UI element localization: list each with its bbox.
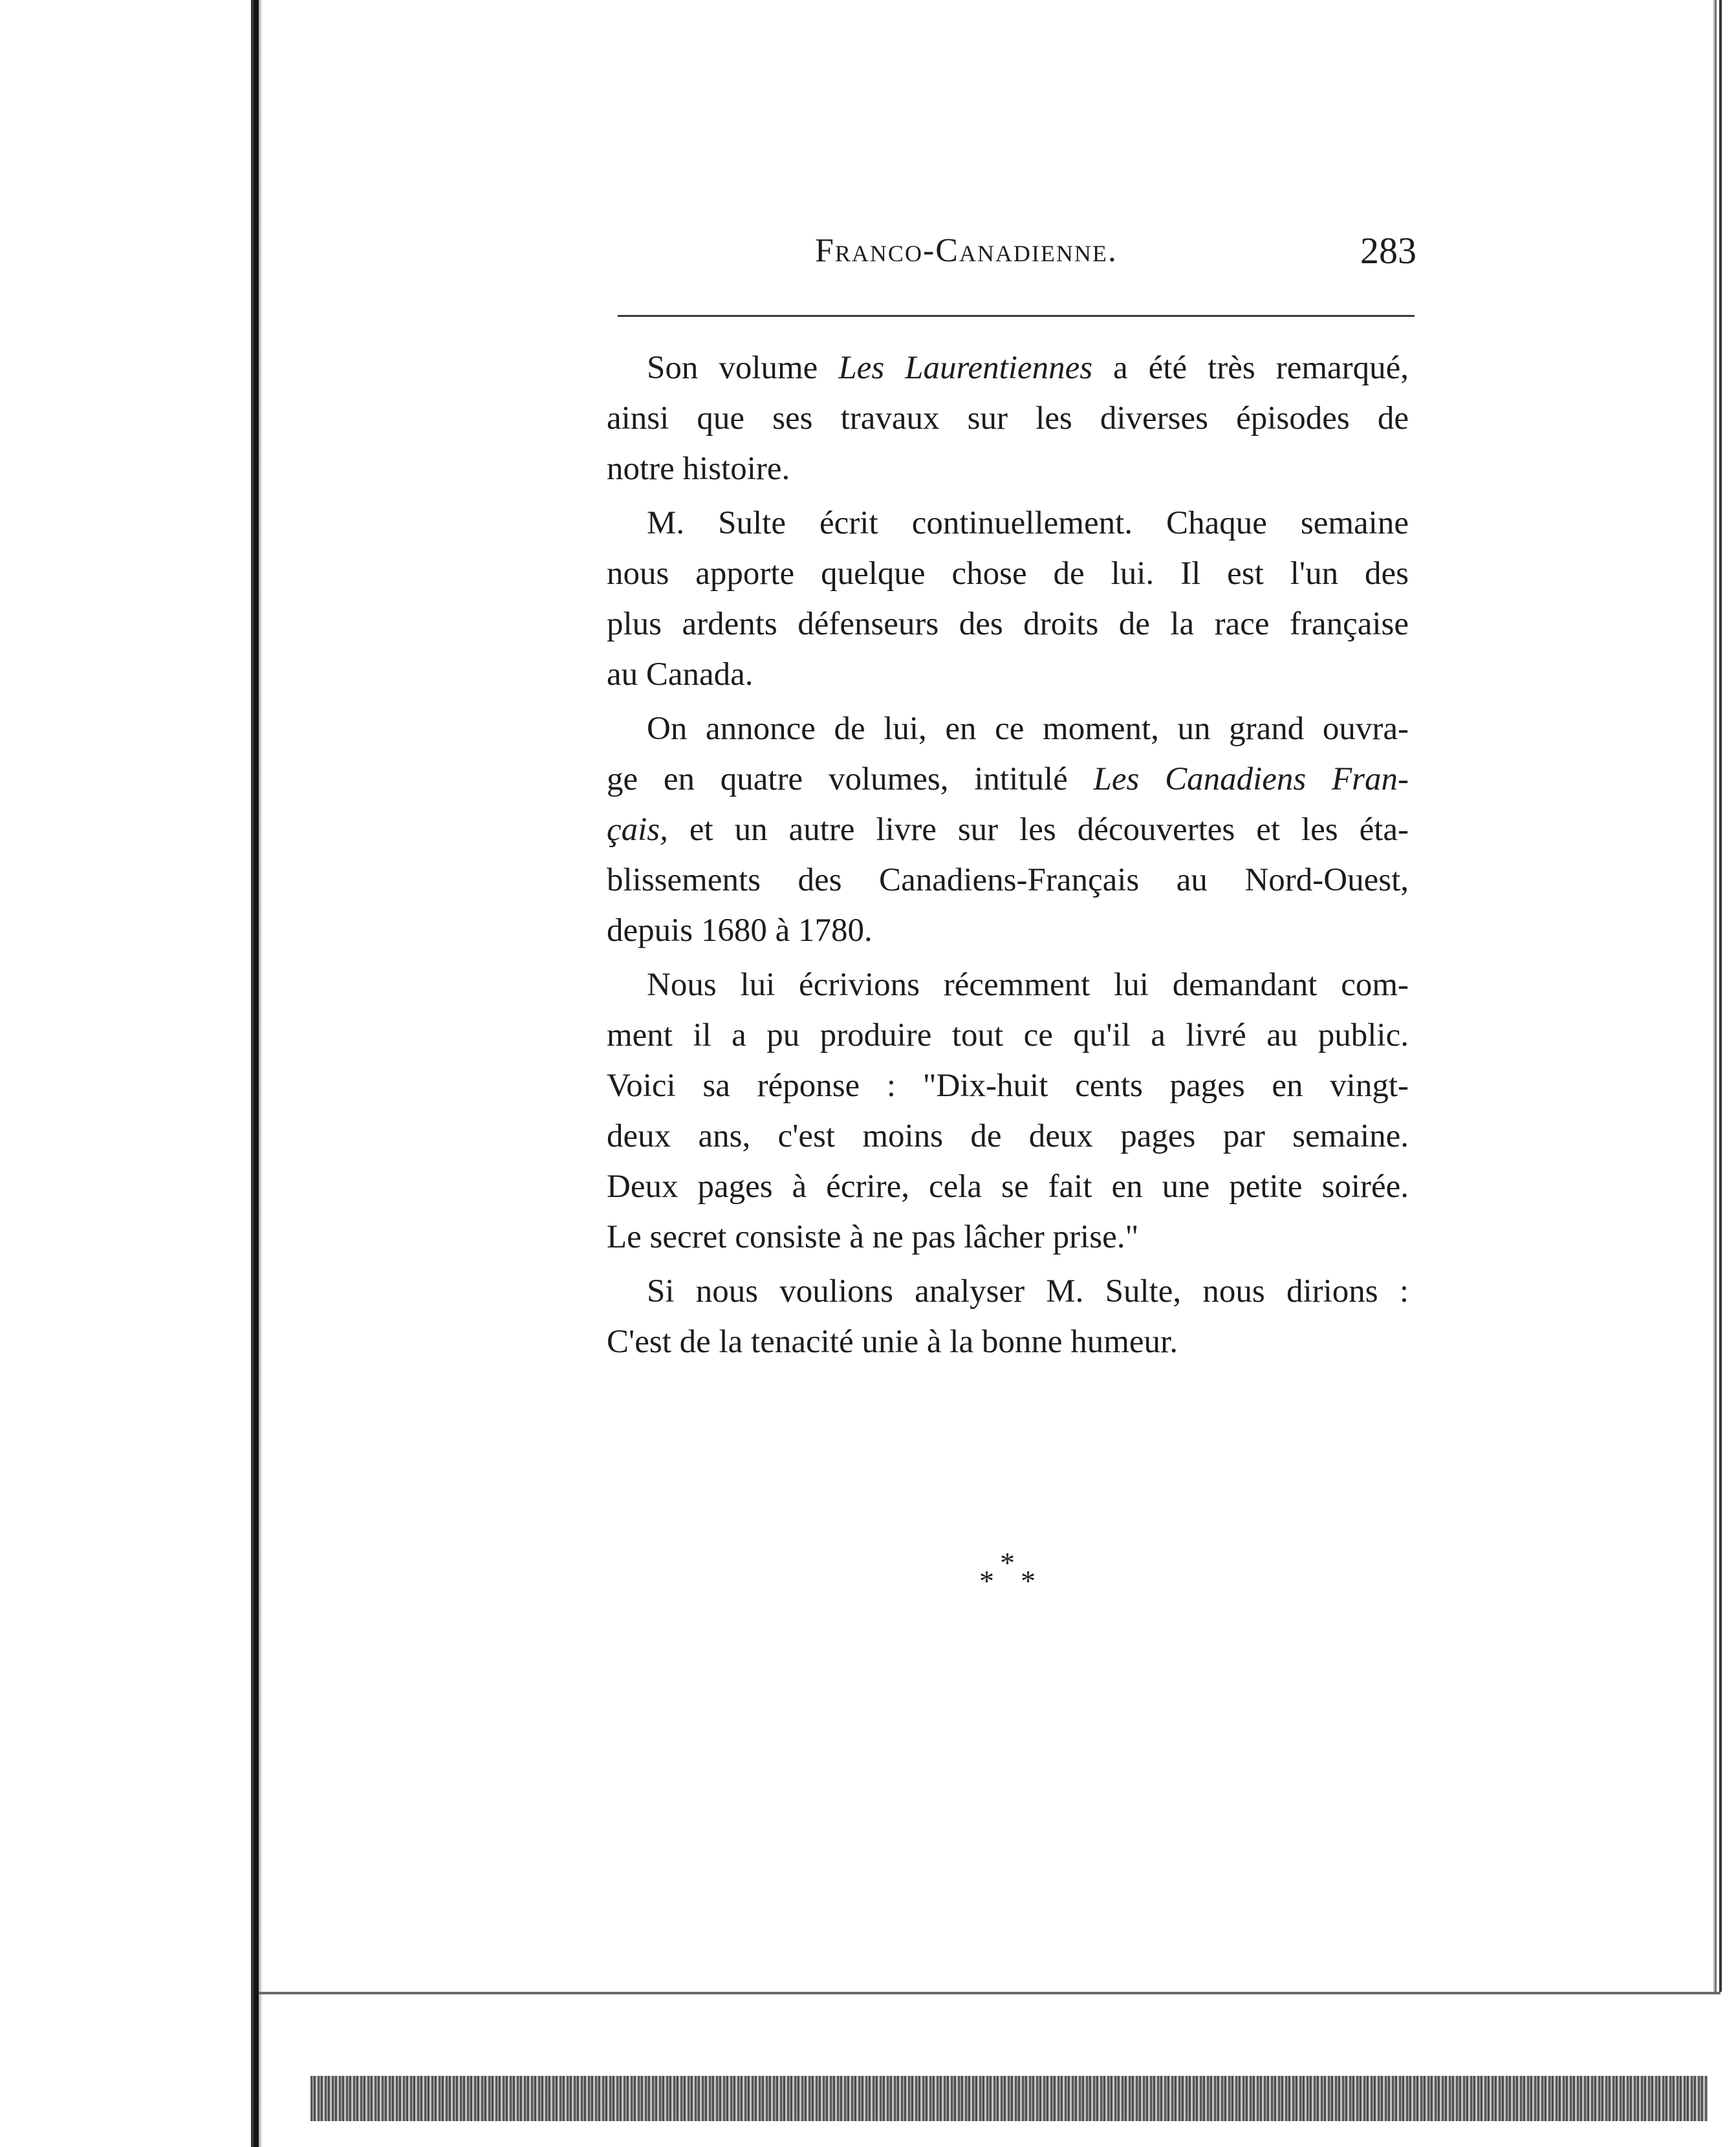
- asterism-ornament: [970, 1546, 1048, 1597]
- page-edge-right: [1713, 0, 1717, 1992]
- italic-title: Les Laurentiennes: [838, 350, 1093, 386]
- page-number: 283: [1360, 230, 1416, 272]
- text-line: Si nous voulions analyser M. Sulte, nous dirions :: [647, 1273, 1409, 1310]
- running-head: [608, 220, 1416, 291]
- paragraph: [607, 343, 1409, 494]
- text-line: Voici sa réponse : "Dix-huit cents pages en vingt-: [607, 1068, 1409, 1104]
- text-line: ge en quatre volumes, intitulé Les Canadiens Fran-: [607, 761, 1409, 797]
- text-line: depuis 1680 à 1780.: [607, 912, 873, 949]
- header-rule: [618, 315, 1415, 317]
- text-line: deux ans, c'est moins de deux pages par semaine.: [607, 1118, 1409, 1154]
- paragraph: [607, 704, 1409, 956]
- body-text: [607, 343, 1409, 1371]
- italic-title: Les Canadiens Fran-: [1093, 761, 1409, 797]
- text-line: On annonce de lui, en ce moment, un grand ouvra-: [647, 711, 1409, 747]
- scan-margin-left: [0, 0, 254, 2147]
- page-edge-right-line: [1719, 0, 1722, 1992]
- text-line: notre histoire.: [607, 451, 790, 487]
- paragraph: [607, 960, 1409, 1262]
- text-line: Deux pages à écrire, cela se fait en une petite soirée.: [607, 1169, 1409, 1205]
- asterism-star-top: *: [1000, 1546, 1015, 1579]
- text-line: Le secret consiste à ne pas lâcher prise.": [607, 1219, 1139, 1255]
- asterism-star-right: *: [1021, 1564, 1036, 1597]
- text-line: plus ardents défenseurs des droits de la race française: [607, 606, 1409, 642]
- running-title: Franco-Canadienne.: [815, 232, 1118, 269]
- asterism-star-left: *: [979, 1564, 994, 1597]
- text-line: au Canada.: [607, 656, 754, 693]
- text-line: Son volume Les Laurentiennes a été très remarqué,: [647, 350, 1409, 386]
- text-line: çais, et un autre livre sur les découvertes et les éta-: [607, 812, 1409, 848]
- italic-title: çais,: [607, 812, 668, 848]
- scan-artifact-bottom: [310, 2076, 1708, 2121]
- page-edge-bottom: [259, 1992, 1720, 1994]
- paragraph: [607, 498, 1409, 700]
- text-line: C'est de la tenacité unie à la bonne humeur.: [607, 1324, 1178, 1360]
- book-binding: [254, 0, 259, 2147]
- text-line: blissements des Canadiens-Français au Nord-Ouest,: [607, 862, 1409, 898]
- text-line: ainsi que ses travaux sur les diverses épisodes de: [607, 400, 1409, 437]
- text-line: ment il a pu produire tout ce qu'il a livré au public.: [607, 1017, 1409, 1053]
- text-line: Nous lui écrivions récemment lui demandant com-: [647, 967, 1409, 1003]
- text-line: M. Sulte écrit continuellement. Chaque semaine: [647, 505, 1409, 541]
- paragraph: [607, 1266, 1409, 1367]
- text-line: nous apporte quelque chose de lui. Il est l'un des: [607, 556, 1409, 592]
